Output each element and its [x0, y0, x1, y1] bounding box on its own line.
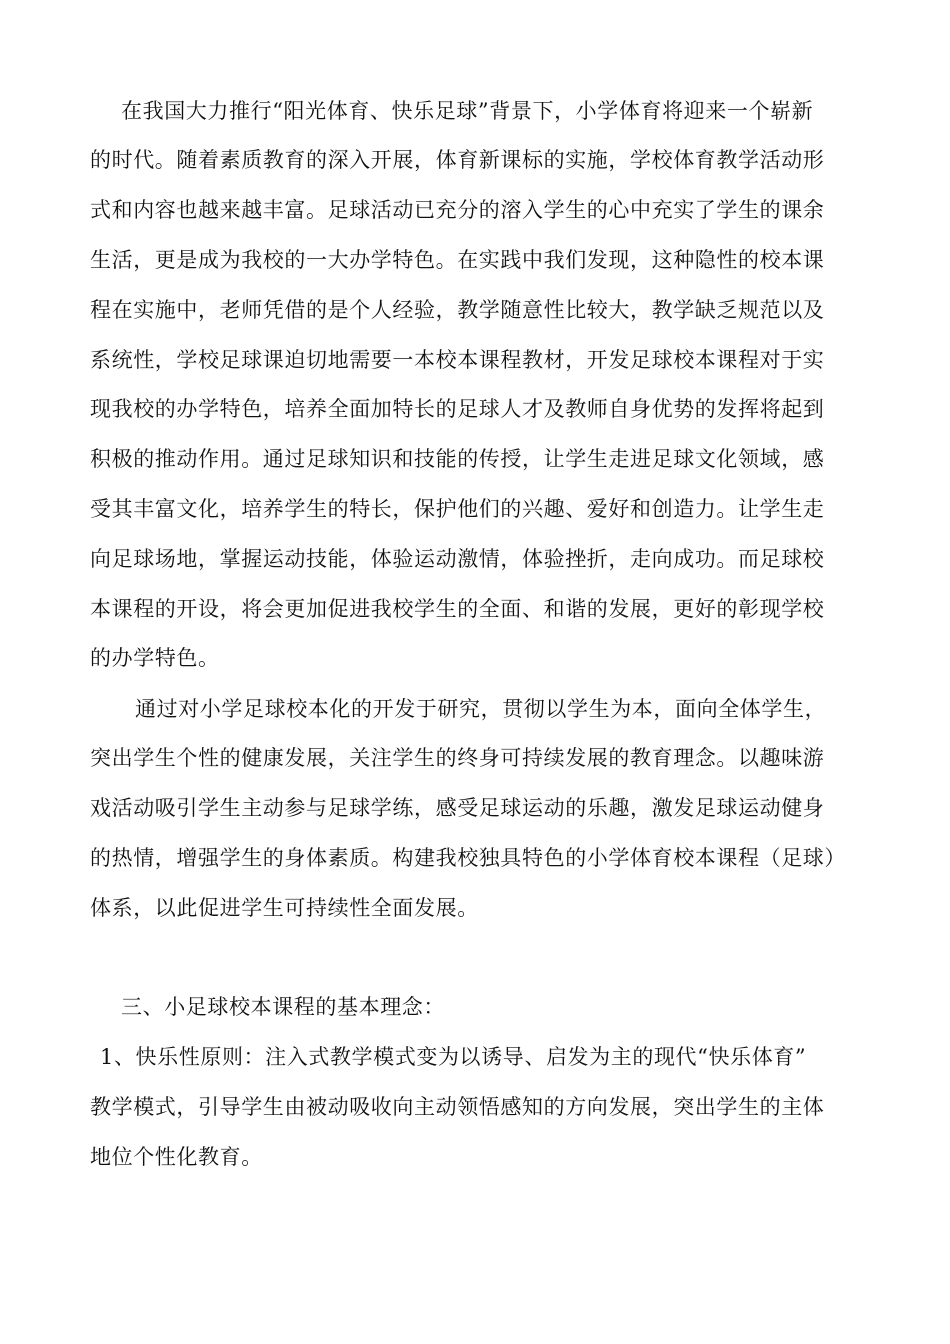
paragraph-2-line-2: 突出学生个性的健康发展，关注学生的终身可持续发展的教育理念。以趣味游 [90, 746, 825, 770]
principle-line-3: 地位个性化教育。 [90, 1145, 263, 1169]
paragraph-2-line-1: 通过对小学足球校本化的开发于研究，贯彻以学生为本，面向全体学生， [135, 697, 827, 721]
section-heading: 三、小足球校本课程的基本理念： [121, 995, 445, 1019]
paragraph-1-line-11: 本课程的开设，将会更加促进我校学生的全面、和谐的发展，更好的彰现学校 [90, 597, 825, 621]
paragraph-1-line-10: 向足球场地，掌握运动技能，体验运动激情，体验挫折，走向成功。而足球校 [90, 547, 825, 571]
paragraph-1-line-6: 系统性，学校足球课迫切地需要一本校本课程教材，开发足球校本课程对于实 [90, 348, 825, 372]
paragraph-1-line-9: 受其丰富文化，培养学生的特长，保护他们的兴趣、爱好和创造力。让学生走 [90, 497, 825, 521]
paragraph-2-line-4: 的热情，增强学生的身体素质。构建我校独具特色的小学体育校本课程（足球） [90, 846, 846, 870]
paragraph-1-line-1: 在我国大力推行“阳光体育、快乐足球”背景下，小学体育将迎来一个崭新 [121, 99, 814, 123]
paragraph-1-line-8: 积极的推动作用。通过足球知识和技能的传授，让学生走进足球文化领域，感 [90, 447, 825, 471]
paragraph-2-line-5: 体系，以此促进学生可持续性全面发展。 [90, 896, 479, 920]
paragraph-1-line-7: 现我校的办学特色，培养全面加特长的足球人才及教师自身优势的发挥将起到 [90, 397, 825, 421]
paragraph-1-line-5: 程在实施中，老师凭借的是个人经验，教学随意性比较大，教学缺乏规范以及 [90, 298, 825, 322]
paragraph-1-line-3: 式和内容也越来越丰富。足球活动已充分的溶入学生的心中充实了学生的课余 [90, 198, 825, 222]
principle-line-2: 教学模式，引导学生由被动吸收向主动领悟感知的方向发展，突出学生的主体 [90, 1095, 825, 1119]
paragraph-2-line-3: 戏活动吸引学生主动参与足球学练，感受足球运动的乐趣，激发足球运动健身 [90, 796, 825, 820]
paragraph-1-line-4: 生活，更是成为我校的一大办学特色。在实践中我们发现，这种隐性的校本课 [90, 248, 825, 272]
principle-line-1: 1、快乐性原则：注入式教学模式变为以诱导、启发为主的现代“快乐体育” [100, 1045, 807, 1069]
paragraph-1-line-2: 的时代。随着素质教育的深入开展，体育新课标的实施，学校体育教学活动形 [90, 148, 825, 172]
paragraph-1-line-12: 的办学特色。 [90, 646, 220, 670]
